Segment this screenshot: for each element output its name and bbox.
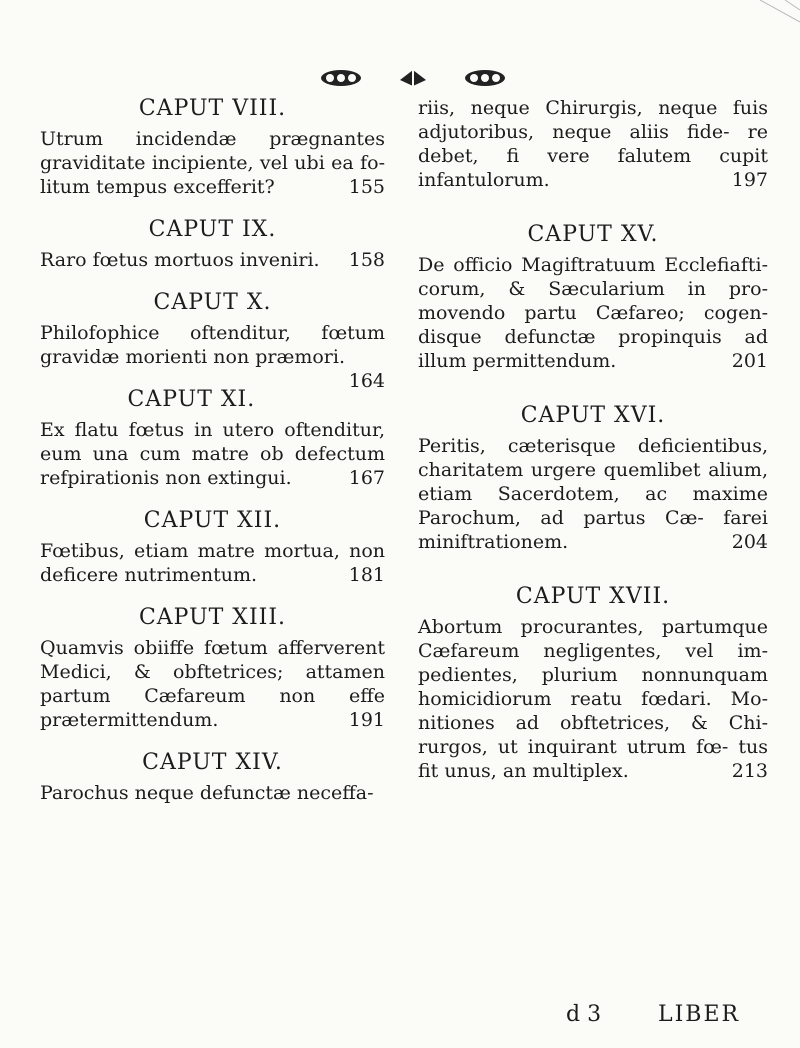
page-number: 155 [348, 176, 385, 198]
chapter-entry [418, 403, 768, 554]
chapter-heading: CAPUT XIV. [142, 750, 283, 775]
page-number: 191 [348, 709, 385, 731]
chapter-heading: CAPUT XIII. [138, 605, 287, 630]
chapter-summary [40, 321, 385, 392]
chapter-summary-text: De officio Magiftratuum Ecclefiafti- corum, & Sæcularium in pro- movendo partu Cæfareo; cogen- disque defunctæ propinquis ad illum permittendum. [418, 254, 768, 372]
chapter-summary [40, 127, 385, 199]
page-footer [0, 1002, 800, 1032]
header-ornament [318, 66, 508, 90]
chapter-summary-text: Philofophice oftenditur, fœtum gravidæ morienti non præmori. [40, 322, 385, 368]
chapter-summary-text: Utrum incidendæ prægnantes graviditate incipiente, vel ubi ea fo- litum tempus excefferit? [40, 128, 385, 198]
chapter-heading: CAPUT XII. [143, 508, 282, 533]
left-column [40, 96, 385, 823]
chapter-entry [40, 508, 385, 587]
chapter-summary-text: Parochus neque defunctæ neceffa- [40, 782, 374, 804]
chapter-summary [40, 539, 385, 587]
signature-mark: d 3 [566, 1002, 602, 1027]
chapter-entry [418, 96, 768, 192]
chapter-entry [40, 387, 385, 490]
chapter-summary-text: riis, neque Chirurgis, neque fuis adjutoribus, neque aliis fide- re debet, fi vere falutem cupit infantulorum. [418, 97, 768, 191]
page-number: 181 [348, 564, 385, 586]
chapter-summary [40, 781, 385, 805]
chapter-summary-text: Abortum procurantes, partumque Cæfareum negligentes, vel im- pedientes, plurium nonnunquam homicidiorum reatu fœdari. Mo- nitiones ad obftetrices, & Chi- rurgos, ut inquirant utrum fœ- tus fit unus, an multiplex. [418, 616, 768, 782]
chapter-heading: CAPUT XVI. [520, 403, 666, 428]
catchword: LIBER [658, 1002, 741, 1027]
chapter-summary [40, 418, 385, 490]
chapter-summary [418, 434, 768, 554]
chapter-heading: CAPUT IX. [148, 217, 277, 242]
page-number: 201 [731, 350, 768, 372]
chapter-summary-text: Fœtibus, etiam matre mortua, non deficere nutrimentum. [40, 540, 385, 586]
chapter-summary [40, 636, 385, 732]
chapter-summary-text: Ex flatu fœtus in utero oftenditur, eum una cum matre ob defectum refpirationis non extingui. [40, 419, 385, 489]
chapter-entry [418, 584, 768, 783]
chapter-entry [40, 217, 385, 272]
flower-ornament-icon [318, 66, 364, 90]
chapter-entry [40, 750, 385, 805]
page-number: 164 [348, 370, 385, 392]
chapter-summary-text: Peritis, cæterisque deficientibus, charitatem urgere quemlibet alium, etiam Sacerdotem, ac maxime Parochum, ad partus Cæ- farei miniftrationem. [418, 435, 768, 553]
chapter-entry [40, 290, 385, 392]
chapter-heading: CAPUT XI. [127, 387, 256, 412]
chapter-heading: CAPUT XVII. [515, 584, 671, 609]
chapter-summary [418, 253, 768, 373]
chapter-heading: CAPUT X. [153, 290, 272, 315]
chapter-summary [418, 96, 768, 192]
chapter-heading: CAPUT VIII. [138, 96, 287, 121]
chapter-entry [40, 96, 385, 199]
chapter-entry [40, 605, 385, 732]
chapter-summary [40, 248, 385, 272]
right-column [418, 96, 768, 803]
flower-ornament-icon [462, 66, 508, 90]
chapter-entry [418, 222, 768, 373]
page-number: 167 [348, 467, 385, 489]
chapter-summary-text: Raro fœtus mortuos inveniri. [40, 249, 320, 271]
page-number: 213 [731, 760, 768, 782]
page-number: 158 [348, 249, 385, 271]
chapter-summary-text: Quamvis obiiffe fœtum afferverent Medici, & obftetrices; attamen partum Cæfareum non effe prætermittendum. [40, 637, 385, 731]
page-number: 197 [731, 169, 768, 191]
page-corner-fold [730, 0, 800, 36]
chapter-summary [418, 615, 768, 783]
chapter-heading: CAPUT XV. [527, 222, 659, 247]
leaf-ornament-icon [396, 66, 430, 90]
page-number: 204 [731, 531, 768, 553]
